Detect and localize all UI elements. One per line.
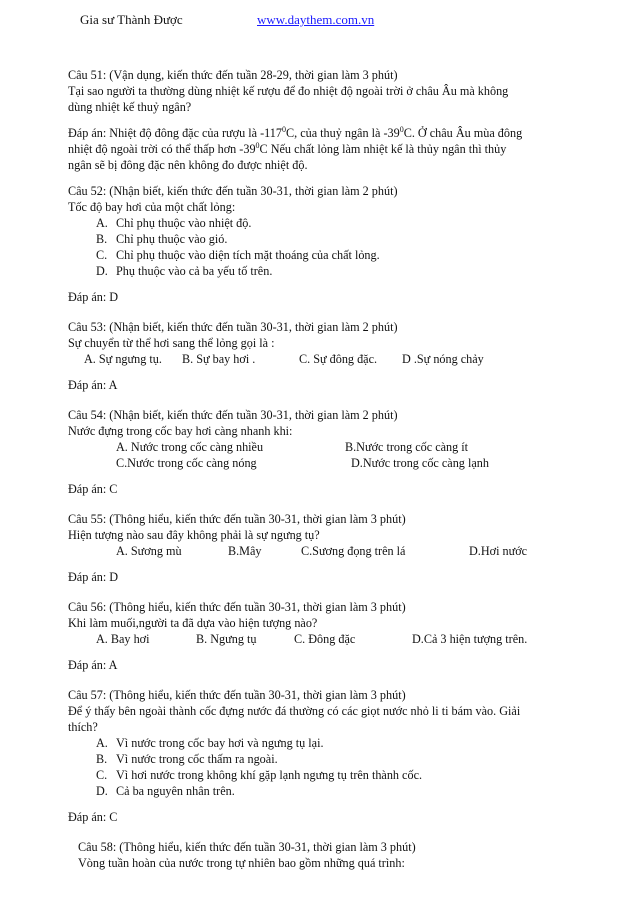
option-text: Cả ba nguyên nhân trên. — [116, 784, 235, 798]
q54-option-a: A. Nước trong cốc càng nhiều — [116, 440, 264, 454]
q56-answer: Đáp án: A — [68, 658, 118, 672]
q52-option-a — [96, 216, 252, 232]
q57-option-c — [96, 768, 423, 784]
option-letter: A. — [96, 736, 108, 750]
option-text: Vì hơi nước trong không khí gặp lạnh ngưng tụ trên thành cốc. — [116, 768, 423, 782]
q52-question: Tốc độ bay hơi của một chất lỏng: — [68, 200, 236, 214]
option-letter: D. — [96, 264, 108, 278]
q56-option-a: A. Bay hơi — [96, 632, 150, 646]
q57-answer: Đáp án: C — [68, 810, 118, 824]
q57-question-line2: thích? — [68, 720, 98, 734]
degree-superscript: 0 — [399, 125, 404, 134]
q51-answer-text: C, của thuỷ ngân là -39 — [285, 126, 400, 140]
q58-heading: Câu 58: (Thông hiểu, kiến thức đến tuần 30-31, thời gian làm 3 phút) — [78, 840, 416, 854]
q57-option-b — [96, 752, 278, 768]
q53-answer: Đáp án: A — [68, 378, 118, 392]
q55-answer: Đáp án: D — [68, 570, 119, 584]
q54-option-d: D.Nước trong cốc càng lạnh — [351, 456, 489, 470]
option-letter: B. — [96, 232, 108, 246]
option-text: Vì nước trong cốc thấm ra ngoài. — [116, 752, 278, 766]
q51-answer-text: nhiệt độ ngoài trời có thể thấp hơn -39 — [68, 142, 256, 156]
q58-question: Vòng tuần hoàn của nước trong tự nhiên bao gồm những quá trình: — [78, 856, 405, 870]
q51-answer-text: C Nếu chất lỏng làm nhiệt kế là thủy ngân thì thủy — [259, 142, 507, 156]
q55-option-a: A. Sương mù — [116, 544, 182, 558]
q51-heading: Câu 51: (Vận dụng, kiến thức đến tuần 28-29, thời gian làm 3 phút) — [68, 68, 398, 82]
header-brand: Gia sư Thành Được — [80, 12, 183, 27]
q55-option-c: C.Sương đọng trên lá — [301, 544, 406, 558]
q52-option-c — [96, 248, 380, 264]
q53-question: Sự chuyển từ thể hơi sang thể lỏng gọi là : — [68, 336, 275, 350]
q51-question-line2: dùng nhiệt kế thuỷ ngân? — [68, 100, 192, 114]
q51-answer-text: Đáp án: Nhiệt độ đông đặc của rượu là -117 — [68, 126, 282, 140]
option-text: Phụ thuộc vào cả ba yếu tố trên. — [116, 264, 273, 278]
q56-option-d: D.Cả 3 hiện tượng trên. — [412, 632, 528, 646]
q57-question-line1: Để ý thấy bên ngoài thành cốc đựng nước đá thường có các giọt nước nhỏ li ti bám vào. Giải — [68, 704, 521, 718]
q56-option-c: C. Đông đặc — [294, 632, 356, 646]
q53-option-d: D .Sự nóng chảy — [402, 352, 484, 366]
option-letter: D. — [96, 784, 108, 798]
q51-answer-line2 — [68, 142, 506, 158]
q52-option-d — [96, 264, 273, 280]
q54-option-b: B.Nước trong cốc càng ít — [345, 440, 469, 454]
q57-option-a — [96, 736, 324, 752]
q54-answer: Đáp án: C — [68, 482, 118, 496]
option-letter: B. — [96, 752, 108, 766]
option-letter: A. — [96, 216, 108, 230]
q56-heading: Câu 56: (Thông hiểu, kiến thức đến tuần 30-31, thời gian làm 3 phút) — [68, 600, 406, 614]
option-text: Vì nước trong cốc bay hơi và ngưng tụ lại. — [116, 736, 324, 750]
option-letter: C. — [96, 768, 108, 782]
q51-answer-text: C. Ở châu Âu mùa đông — [403, 126, 523, 140]
q56-question: Khi làm muối,người ta đã dựa vào hiện tượng nào? — [68, 616, 318, 630]
q51-question-line1: Tại sao người ta thường dùng nhiệt kế rượu để đo nhiệt độ ngoài trời ở châu Âu mà không — [68, 84, 509, 98]
q53-option-a: A. Sự ngưng tụ. — [84, 352, 162, 366]
q54-question: Nước đựng trong cốc bay hơi càng nhanh khi: — [68, 424, 293, 438]
q55-option-b: B.Mây — [228, 544, 262, 558]
q51-answer-line3: ngân sẽ bị đông đặc nên không đo được nhiệt độ. — [68, 158, 308, 172]
option-text: Chỉ phụ thuộc vào gió. — [116, 232, 228, 246]
q55-question: Hiện tượng nào sau đây không phải là sự ngưng tụ? — [68, 528, 320, 542]
q55-option-d: D.Hơi nước — [469, 544, 528, 558]
q57-heading: Câu 57: (Thông hiểu, kiến thức đến tuần 30-31, thời gian làm 3 phút) — [68, 688, 406, 702]
q52-heading: Câu 52: (Nhận biết, kiến thức đến tuần 30-31, thời gian làm 2 phút) — [68, 184, 398, 198]
q55-heading: Câu 55: (Thông hiểu, kiến thức đến tuần 30-31, thời gian làm 3 phút) — [68, 512, 406, 526]
degree-superscript: 0 — [255, 141, 260, 150]
option-letter: C. — [96, 248, 108, 262]
option-text: Chỉ phụ thuộc vào nhiệt độ. — [116, 216, 252, 230]
q52-option-b — [96, 232, 228, 248]
q53-option-b: B. Sự bay hơi . — [182, 352, 256, 366]
degree-superscript: 0 — [281, 125, 286, 134]
q57-option-d — [96, 784, 235, 800]
option-text: Chỉ phụ thuộc vào diện tích mặt thoáng của chất lỏng. — [116, 248, 380, 262]
q53-option-c: C. Sự đông đặc. — [299, 352, 378, 366]
q52-answer: Đáp án: D — [68, 290, 119, 304]
q54-option-c: C.Nước trong cốc càng nóng — [116, 456, 257, 470]
header-url-link[interactable]: www.daythem.com.vn — [257, 12, 375, 27]
q51-answer-line1 — [68, 126, 522, 142]
q53-heading: Câu 53: (Nhận biết, kiến thức đến tuần 30-31, thời gian làm 2 phút) — [68, 320, 398, 334]
q54-heading: Câu 54: (Nhận biết, kiến thức đến tuần 30-31, thời gian làm 2 phút) — [68, 408, 398, 422]
q56-option-b: B. Ngưng tụ — [196, 632, 257, 646]
